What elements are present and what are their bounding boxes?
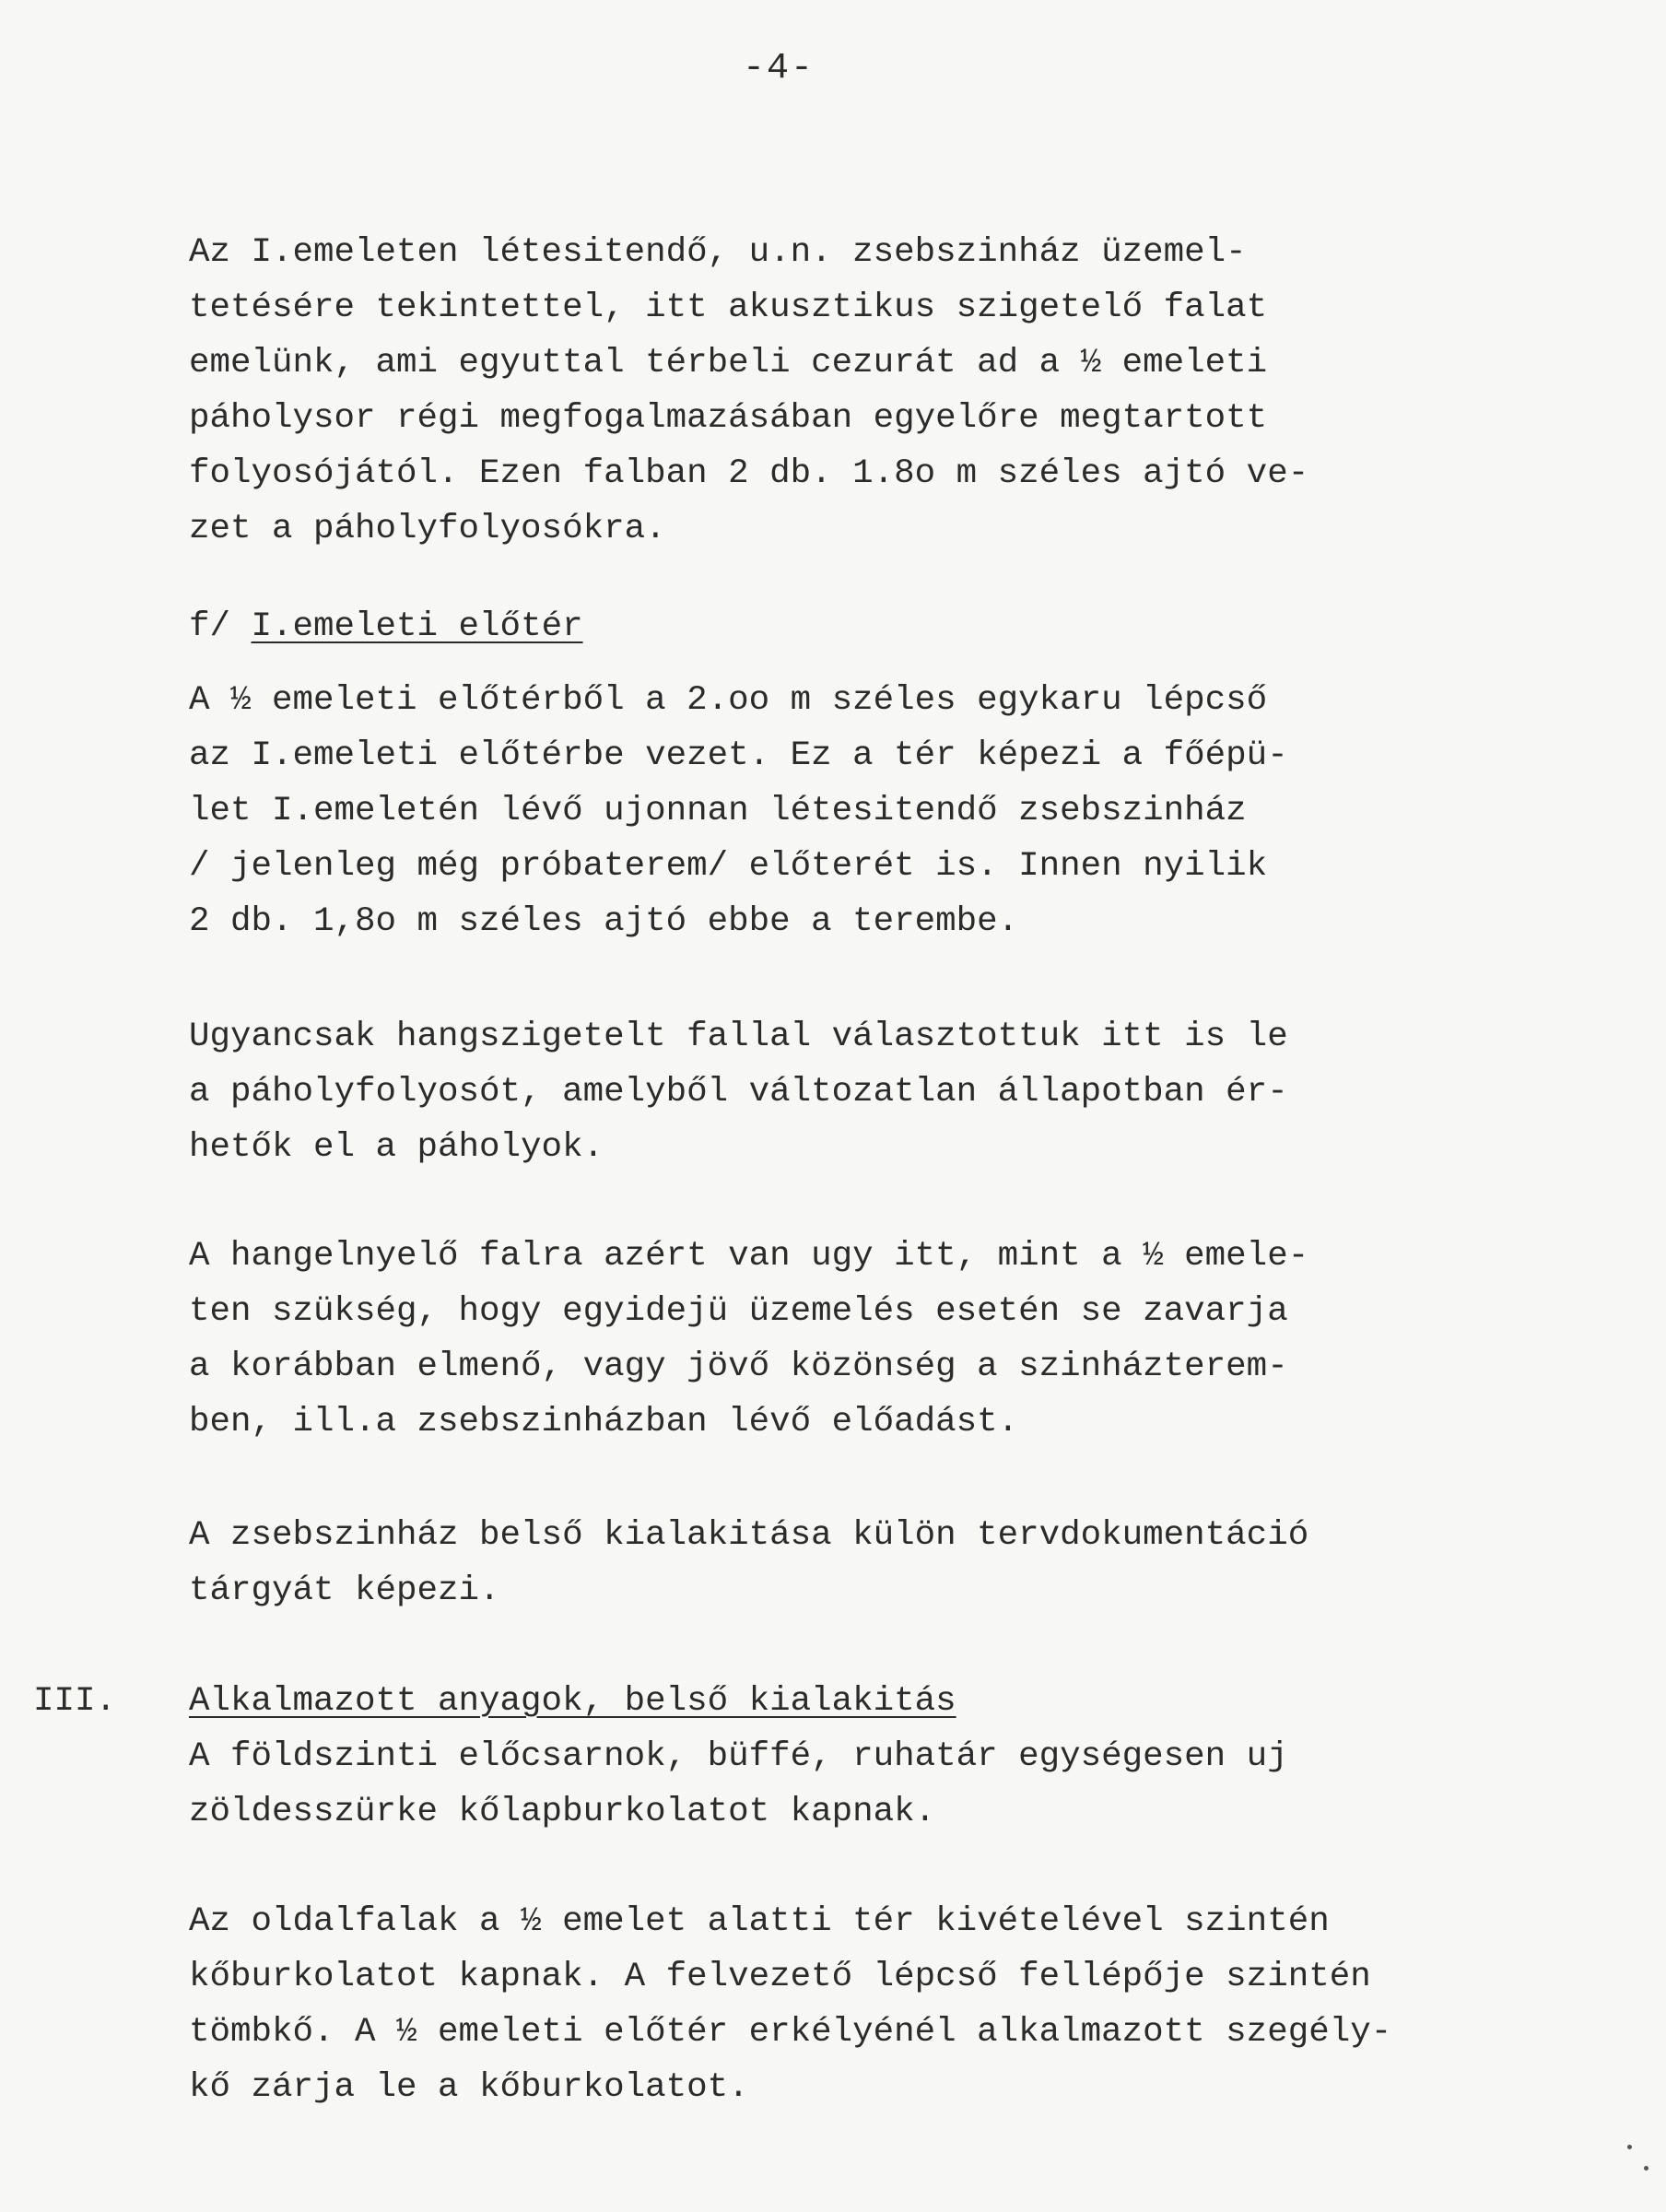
text-line: A hangelnyelő falra azért van ugy itt, mint a ½ emele- bbox=[189, 1237, 1309, 1276]
heading-f-title: I.emeleti előtér bbox=[251, 607, 583, 646]
text-line: a korábban elmenő, vagy jövő közönség a szinházterem- bbox=[189, 1347, 1288, 1386]
text-line: A földszinti előcsarnok, büffé, ruhatár egységesen uj bbox=[189, 1737, 1288, 1776]
text-line: Ugyancsak hangszigetelt fallal választottuk itt is le bbox=[189, 1018, 1288, 1056]
text-line: kőburkolatot kapnak. A felvezető lépcső fellépője szintén bbox=[189, 1958, 1371, 1996]
paragraph-6 bbox=[189, 1894, 1479, 2115]
scan-speck bbox=[1644, 2166, 1648, 2171]
text-line: a páholyfolyosót, amelyből változatlan állapotban ér- bbox=[189, 1073, 1288, 1112]
text-line: emelünk, ami egyuttal térbeli cezurát ad a ½ emeleti bbox=[189, 344, 1268, 382]
paragraph-5 bbox=[189, 1508, 1479, 1618]
page-number: -4- bbox=[742, 48, 815, 89]
text-line: az I.emeleti előtérbe vezet. Ez a tér képezi a főépü- bbox=[189, 736, 1288, 775]
text-line: A ½ emeleti előtérből a 2.oo m széles egykaru lépcső bbox=[189, 681, 1268, 720]
text-line: / jelenleg még próbaterem/ előterét is. Innen nyilik bbox=[189, 847, 1268, 886]
paragraph-2 bbox=[189, 673, 1479, 949]
section-numeral: III. bbox=[33, 1682, 117, 1721]
text-line: tetésére tekintettel, itt akusztikus szigetelő falat bbox=[189, 288, 1268, 327]
section-title: Alkalmazott anyagok, belső kialakitás bbox=[189, 1682, 956, 1721]
scan-speck bbox=[1627, 2145, 1632, 2149]
text-line: 2 db. 1,8o m széles ajtó ebbe a terembe. bbox=[189, 902, 1019, 941]
text-line: Az oldalfalak a ½ emelet alatti tér kivételével szintén bbox=[189, 1902, 1330, 1941]
text-line: kő zárja le a kőburkolatot. bbox=[189, 2068, 749, 2107]
heading-f-prefix: f/ bbox=[189, 607, 252, 646]
paragraph-1 bbox=[189, 225, 1479, 557]
text-line: zöldesszürke kőlapburkolatot kapnak. bbox=[189, 1793, 936, 1831]
text-line: tömbkő. A ½ emeleti előtér erkélyénél alkalmazott szegély- bbox=[189, 2013, 1392, 2052]
text-line: let I.emeletén lévő ujonnan létesitendő zsebszinház bbox=[189, 792, 1247, 830]
paragraph-3 bbox=[189, 1009, 1479, 1175]
text-line: ben, ill.a zsebszinházban lévő előadást. bbox=[189, 1403, 1019, 1441]
text-line: Az I.emeleten létesitendő, u.n. zsebszinház üzemel- bbox=[189, 233, 1247, 272]
text-line: zet a páholyfolyosókra. bbox=[189, 510, 666, 548]
paragraph-4 bbox=[189, 1229, 1479, 1450]
text-line: hetők el a páholyok. bbox=[189, 1128, 604, 1167]
text-line: folyosójától. Ezen falban 2 db. 1.8o m széles ajtó ve- bbox=[189, 454, 1309, 493]
heading-f bbox=[189, 599, 1479, 654]
text-line: tárgyát képezi. bbox=[189, 1571, 500, 1610]
text-line: A zsebszinház belső kialakitása külön tervdokumentáció bbox=[189, 1516, 1309, 1555]
text-line: ten szükség, hogy egyidejü üzemelés esetén se zavarja bbox=[189, 1292, 1288, 1331]
section-3 bbox=[189, 1674, 1479, 1840]
text-line: páholysor régi megfogalmazásában egyelőre megtartott bbox=[189, 399, 1268, 438]
